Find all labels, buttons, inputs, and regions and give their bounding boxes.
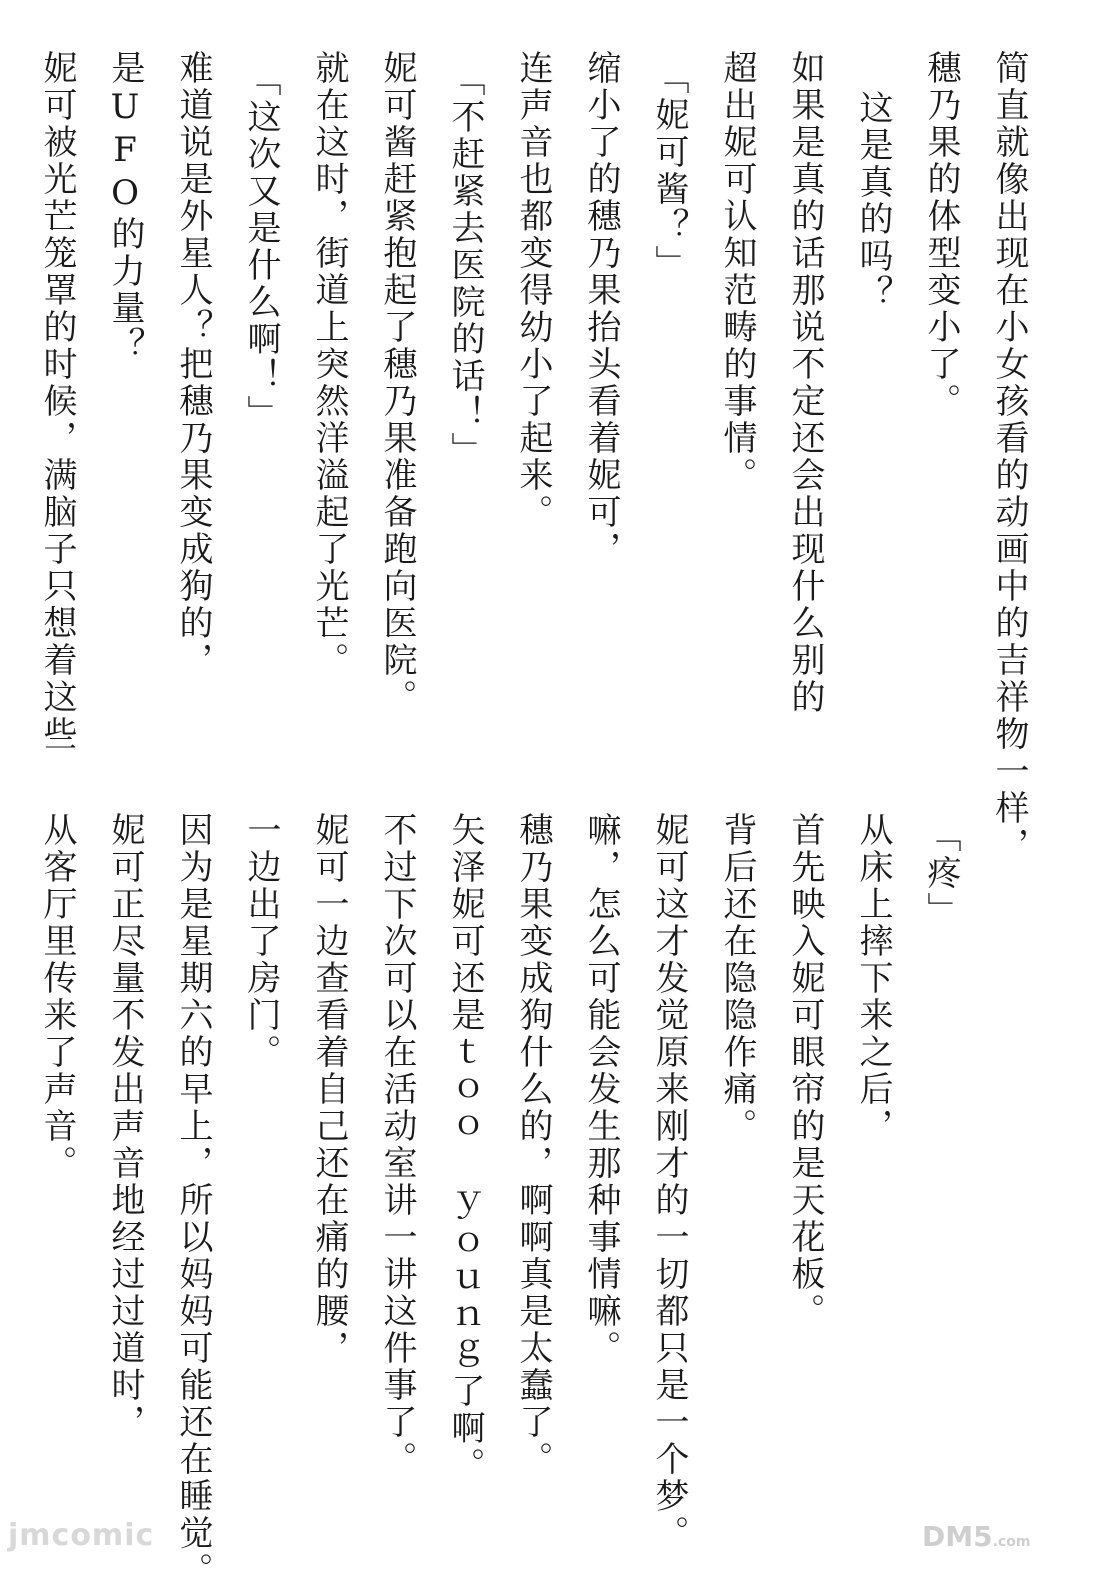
text-column: 嘛，怎么可能会发生那种事情嘛。 xyxy=(581,812,621,1367)
text-column: 矢泽妮可还是ｔｏｏ ｙｏｕｎｇ了啊。 xyxy=(445,812,485,1484)
text-column: 是UFO的力量？ xyxy=(105,50,145,364)
text-column: 妮可一边查看着自己还在痛的腰， xyxy=(309,812,349,1367)
text-column: 背后还在隐隐作痛。 xyxy=(717,812,757,1145)
text-column: 超出妮可认知范畴的事情。 xyxy=(717,50,757,494)
text-column: 穗乃果变成狗什么的，啊啊真是太蠢了。 xyxy=(513,812,553,1478)
text-column: 因为是星期六的早上，所以妈妈可能还在睡觉。 xyxy=(173,812,213,1589)
text-column: 「妮可酱？」 xyxy=(649,60,689,282)
text-column: 一边出了房门。 xyxy=(241,812,281,1071)
text-column: 穗乃果的体型变小了。 xyxy=(921,50,961,420)
text-column: 妮可酱赶紧抱起了穗乃果准备跑向医院。 xyxy=(377,50,417,716)
watermark-dm5-suffix: .com xyxy=(992,1534,1031,1550)
text-column: 首先映入妮可眼帘的是天花板。 xyxy=(785,812,825,1330)
text-column: 如果是真的话那说不定还会出现什么别的 xyxy=(785,50,825,716)
watermark-dm5 xyxy=(922,1520,1030,1553)
watermark-jmcomic: jmcomic xyxy=(8,1518,155,1553)
text-column: 连声音也都变得幼小了起来。 xyxy=(513,50,553,531)
text-column: 妮可正尽量不发出声音地经过过道时， xyxy=(105,812,145,1441)
text-column: 不过下次可以在活动室讲一讲这件事了。 xyxy=(377,812,417,1478)
text-column: 从床上摔下来之后， xyxy=(853,812,893,1145)
text-column: 难道说是外星人？把穗乃果变成狗的， xyxy=(173,50,213,679)
text-column: 「疼」 xyxy=(921,818,961,929)
text-column: 就在这时，街道上突然洋溢起了光芒。 xyxy=(309,50,349,679)
text-column: 妮可被光芒笼罩的时候，满脑子只想着这些 xyxy=(37,50,77,753)
text-column: 简直就像出现在小女孩看的动画中的吉祥物一样， xyxy=(989,50,1029,864)
text-column: 缩小了的穗乃果抬头看着妮可， xyxy=(581,50,621,568)
watermark-dm5-main: DM5 xyxy=(922,1520,993,1553)
text-column: 从客厅里传来了声音。 xyxy=(37,812,77,1182)
text-column: 这是真的吗？ xyxy=(853,90,893,312)
text-column: 妮可这才发觉原来刚才的一切都只是一个梦。 xyxy=(649,812,689,1552)
text-column: 「这次又是什么啊！」 xyxy=(241,62,281,432)
text-column: 「不赶紧去医院的话！」 xyxy=(445,62,485,469)
